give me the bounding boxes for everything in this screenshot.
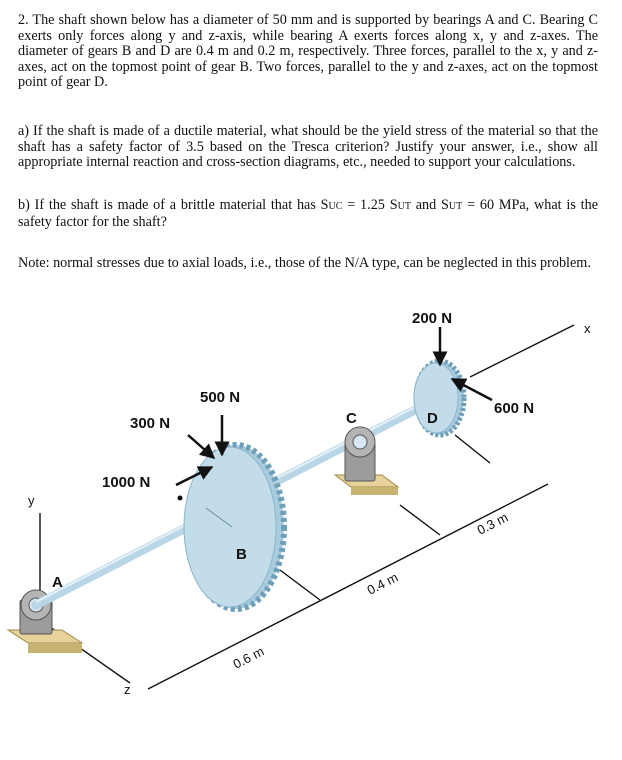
part-b-text-4: = 60 MPa, what is the safety factor for the shaft? (18, 197, 598, 230)
force-300-arrow (188, 435, 214, 458)
part-b-question (18, 198, 598, 230)
x-axis-line (470, 325, 574, 377)
label-d: D (427, 410, 438, 427)
part-b-text-1: b) If the shaft is made of a brittle material that has S (18, 197, 329, 213)
part-b-sub-ut-1: UT (397, 201, 411, 212)
part-a-question: a) If the shaft is made of a ductile material, what should be the yield stress of the material so that the shaft has a safety factor of 3.5 based on the Tresca criterion? Justify your answer, i.e., show all appropriate internal reaction and cross-section diagrams, etc., needed to support your calculations. (18, 123, 598, 171)
dimension-extension-b (280, 570, 320, 600)
force-300-label: 300 N (130, 415, 171, 432)
part-b-text-3: and S (410, 197, 449, 213)
note: Note: normal stresses due to axial loads, i.e., those of the N/A type, can be neglected in this problem. (18, 255, 591, 271)
label-b: B (236, 546, 247, 563)
force-500-label: 500 N (200, 389, 241, 406)
dimension-0-6m: 0.6 m (230, 643, 267, 672)
force-200-label: 200 N (412, 310, 453, 327)
dimension-extension-d (455, 435, 490, 463)
dimension-0-4m: 0.4 m (364, 569, 401, 598)
label-c: C (346, 410, 357, 427)
part-b-text-2: = 1.25 S (342, 197, 398, 213)
label-a: A (52, 574, 63, 591)
dimension-0-3m: 0.3 m (474, 509, 511, 538)
force-1000-label: 1000 N (102, 474, 151, 491)
gear-b (184, 445, 284, 609)
problem-statement: 2. The shaft shown below has a diameter of 50 mm and is supported by bearings A and C. Bearing C exerts only forces along y and z-axis, while bearing A exerts forces along x, y and z-axes. The diameter of gears B and D are 0.4 m and 0.2 m, respectively. Three forces, parallel to the x, y and z-axes, act on the topmost point of gear B. Two forces, parallel to the y and z-axes, act on the topmost point of gear D. (18, 12, 598, 91)
axis-y-label: y (28, 493, 35, 508)
part-b-sub-uc: UC (328, 201, 343, 212)
force-600-label: 600 N (494, 400, 535, 417)
axis-x-label: x (584, 321, 591, 336)
bearing-c (335, 427, 398, 495)
part-b-sub-ut-2: UT (448, 201, 463, 212)
axis-z-label: z (124, 682, 131, 697)
gear-b-top-point (178, 496, 183, 501)
gear-d (414, 361, 464, 435)
shaft-diagram (0, 295, 622, 715)
dimension-extension-c (400, 505, 440, 535)
